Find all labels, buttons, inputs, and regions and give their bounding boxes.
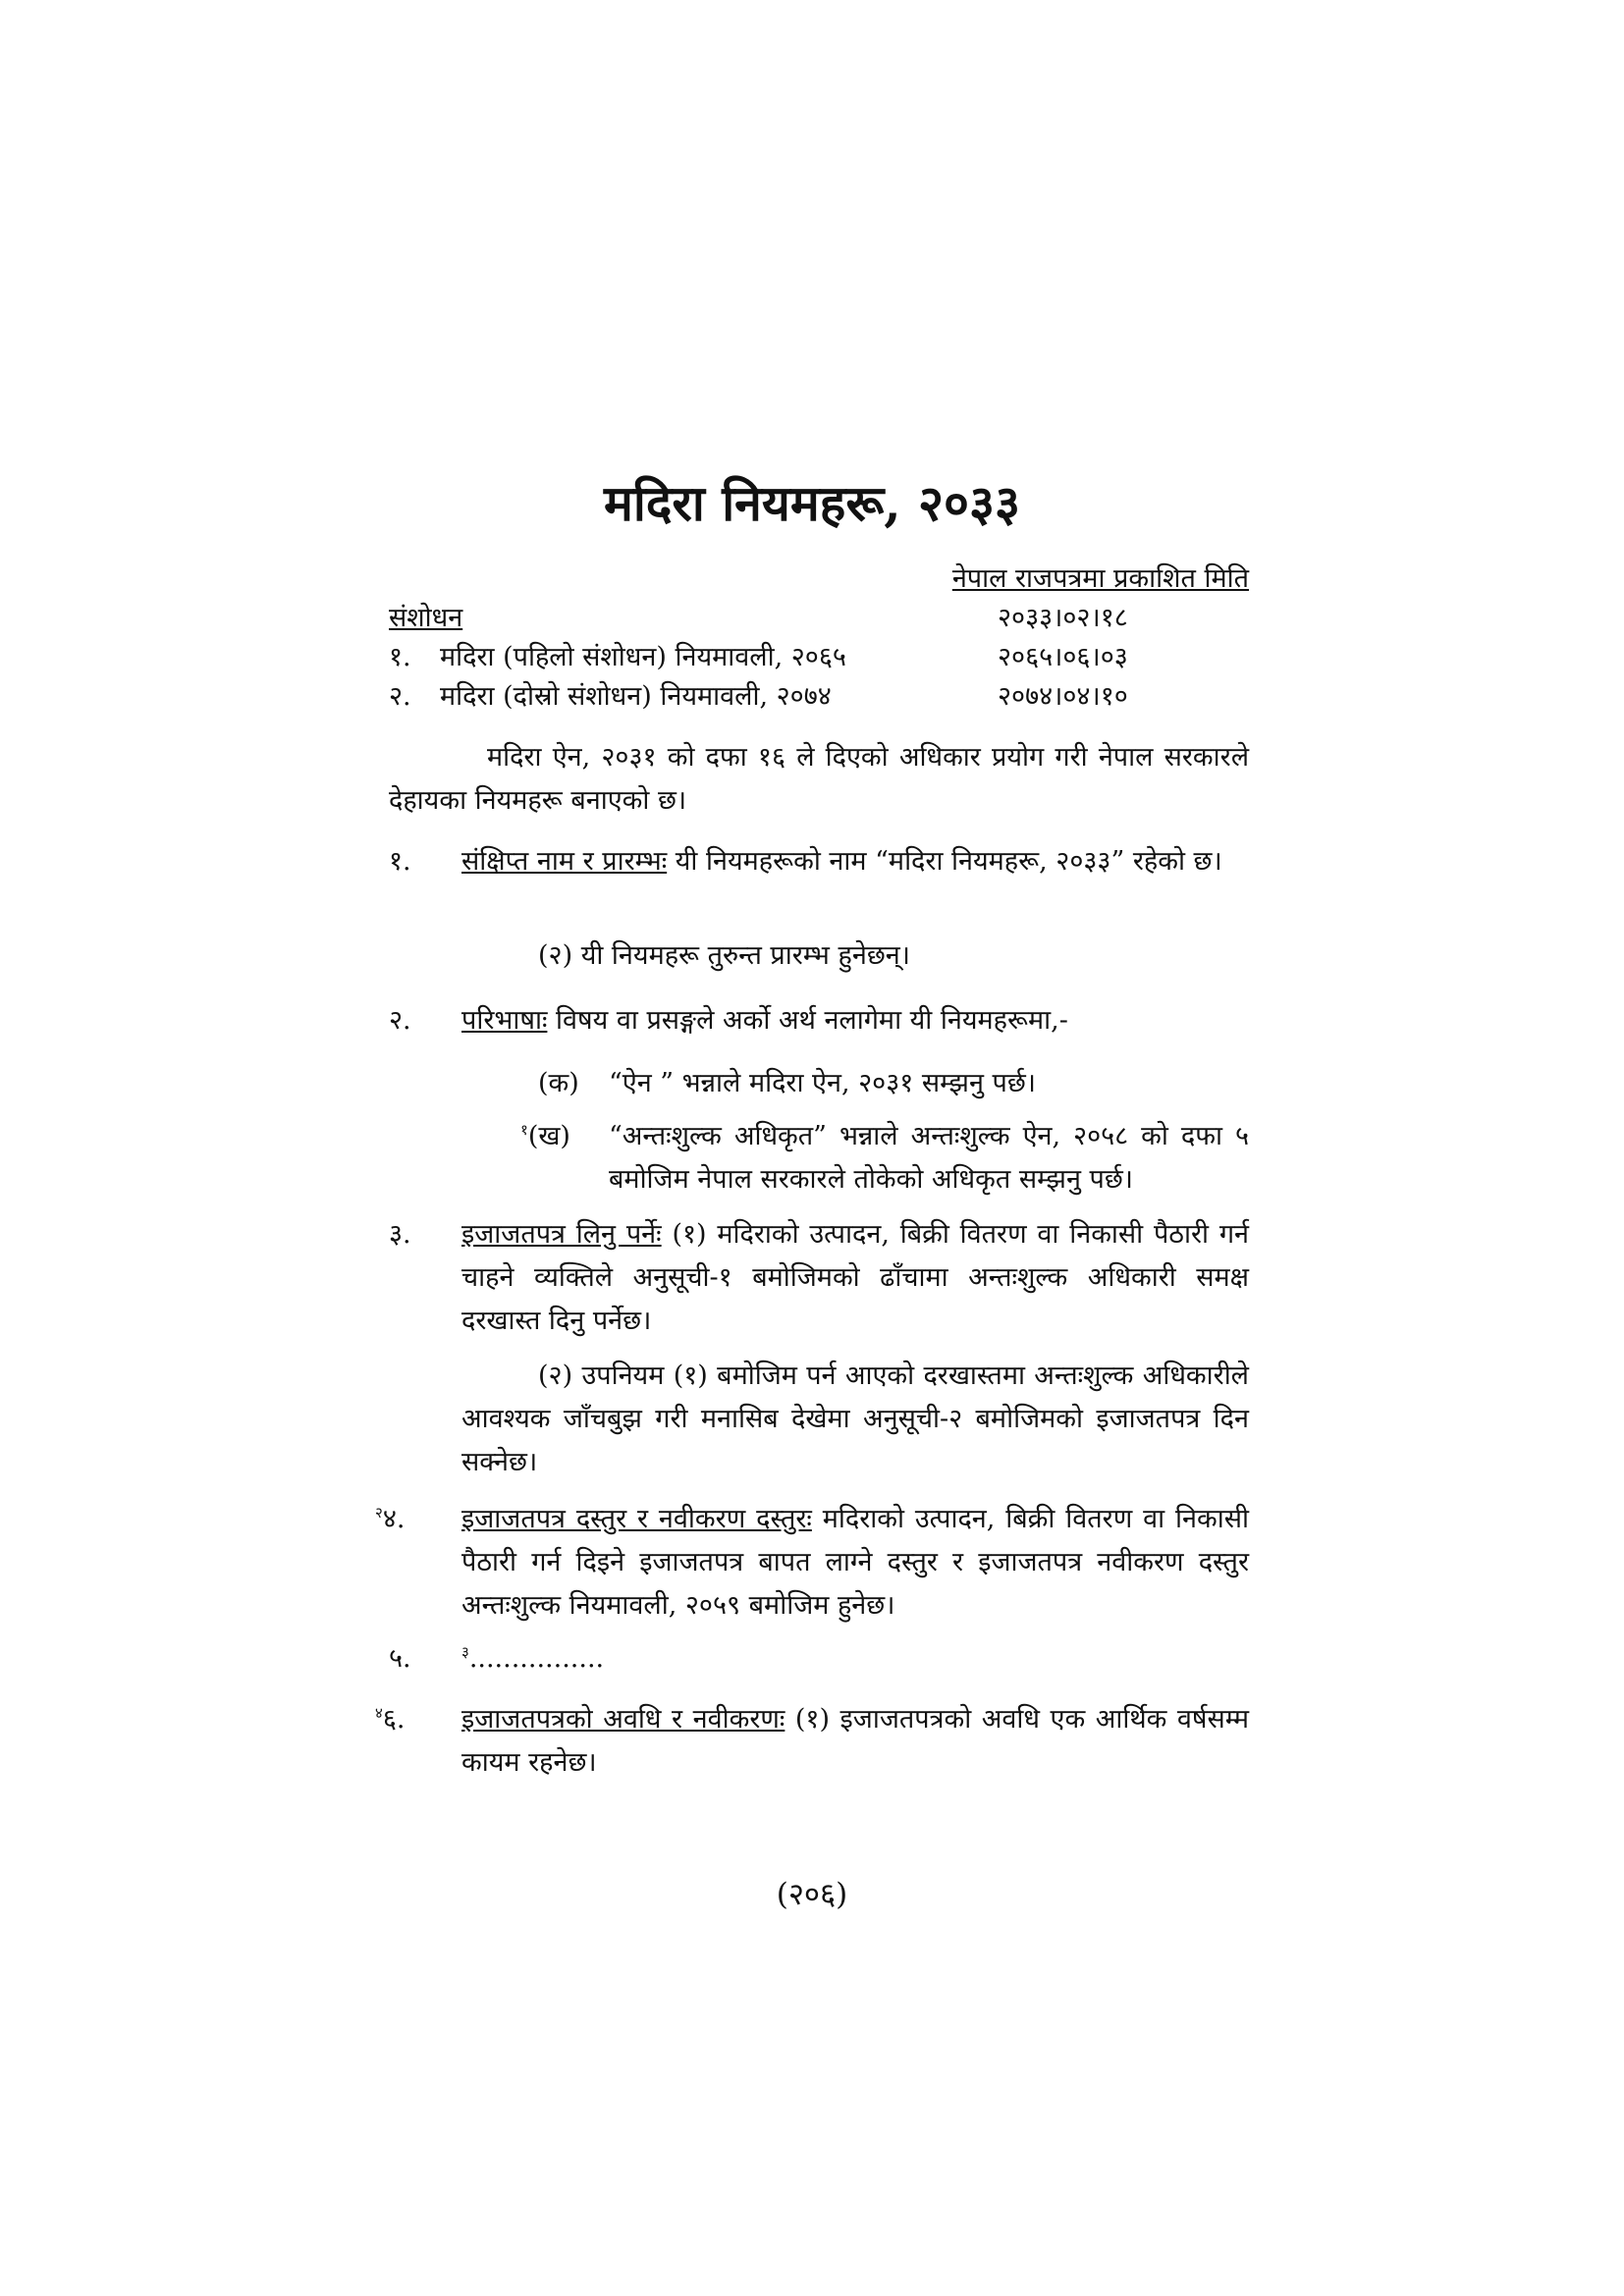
section-number-text: ६.: [382, 1704, 406, 1735]
clause-kha: “अन्तःशुल्क अधिकृत” भन्नाले अन्तःशुल्क ऐन, २०५८ को दफा ५ बमोजिम नेपाल सरकारले तोकेको अधिकृत सम्झनु पर्छ।: [609, 1121, 1249, 1195]
clause-label: (क): [538, 1068, 579, 1098]
section-number: १.: [389, 846, 411, 877]
section-6: [461, 1698, 1249, 1785]
footnote-marker: ४: [375, 1704, 383, 1722]
original-publication-date: २०३३।०२।१८: [998, 603, 1128, 633]
section-heading: इजाजतपत्र दस्तुर र नवीकरण दस्तुरः: [461, 1504, 812, 1534]
clause-label: [520, 1115, 570, 1158]
amendment-number: २.: [389, 681, 411, 712]
preamble: मदिरा ऐन, २०३१ को दफा १६ ले दिएको अधिकार प्रयोग गरी नेपाल सरकारले देहायका नियमहरू बनाएको छ।: [389, 742, 1249, 816]
section-4: [461, 1498, 1249, 1628]
footnote-marker: ३: [461, 1643, 469, 1661]
section-heading: संक्षिप्त नाम र प्रारम्भः: [461, 846, 668, 877]
gazette-date-heading: नेपाल राजपत्रमा प्रकाशित मिति: [951, 563, 1249, 594]
omitted-text: ................: [468, 1643, 605, 1674]
amendment-title: मदिरा (पहिलो संशोधन) नियमावली, २०६५: [440, 642, 846, 672]
section-2: [461, 999, 1249, 1042]
section-text: यी नियमहरूको नाम “मदिरा नियमहरू, २०३३” रहेको छ।: [675, 846, 1222, 877]
section-number: ५.: [389, 1643, 411, 1674]
amendment-heading: संशोधन: [389, 603, 463, 633]
section-number-text: ४.: [382, 1504, 406, 1534]
page-number: (२०६): [776, 1877, 848, 1912]
section-number: [375, 1698, 405, 1741]
section-number: २.: [389, 1005, 411, 1036]
section-5: [461, 1637, 1249, 1681]
footnote-marker: २: [375, 1504, 383, 1522]
clause-ka: “ऐन ” भन्नाले मदिरा ऐन, २०३१ सम्झनु पर्छ।: [609, 1068, 1037, 1098]
amendment-title: मदिरा (दोस्रो संशोधन) नियमावली, २०७४: [440, 681, 832, 712]
section-text: (१) मदिराको उत्पादन, बिक्री वितरण वा निकासी पैठारी गर्न चाहने व्यक्तिले अनुसूची-१ बमोजिमको ढाँचामा अन्तःशुल्क अधिकारी समक्ष दरखास्त दिनु पर्नेछ।: [461, 1219, 1250, 1336]
amendment-date: २०६५।०६।०३: [998, 642, 1128, 672]
section-3-subrule-2: (२) उपनियम (१) बमोजिम पर्न आएको दरखास्तमा अन्तःशुल्क अधिकारीले आवश्यक जाँचबुझ गरी मनासिब देखेमा अनुसूची-२ बमोजिमको इजाजतपत्र दिन सक्नेछ।: [461, 1361, 1249, 1477]
section-1: [461, 840, 1249, 883]
section-number: ३.: [389, 1219, 411, 1250]
footnote-marker: १: [520, 1121, 528, 1139]
clause-label-text: (ख): [527, 1121, 570, 1151]
section-text: मदिराको उत्पादन, बिक्री वितरण वा निकासी पैठारी गर्न दिइने इजाजतपत्र बापत लाग्ने दस्तुर र इजाजतपत्र नवीकरण दस्तुर अन्तःशुल्क नियमावली, २०५९ बमोजिम हुनेछ।: [461, 1504, 1249, 1621]
section-text: (१) इजाजतपत्रको अवधि एक आर्थिक वर्षसम्म कायम रहनेछ।: [461, 1704, 1249, 1778]
section-3: [461, 1213, 1249, 1343]
amendment-date: २०७४।०४।१०: [998, 681, 1128, 712]
section-heading: इजाजतपत्रको अवधि र नवीकरणः: [461, 1704, 785, 1735]
document-title: मदिरा नियमहरू, २०३३: [603, 474, 1021, 532]
section-heading: इजाजतपत्र लिनु पर्नेः: [461, 1219, 662, 1250]
amendment-number: १.: [389, 642, 411, 672]
section-heading: परिभाषाः: [461, 1005, 548, 1036]
section-text: विषय वा प्रसङ्गले अर्को अर्थ नलागेमा यी नियमहरूमा,-: [556, 1005, 1068, 1036]
section-number: [375, 1498, 405, 1541]
section-1-subrule-2: (२) यी नियमहरू तुरुन्त प्रारम्भ हुनेछन्।: [538, 940, 910, 971]
